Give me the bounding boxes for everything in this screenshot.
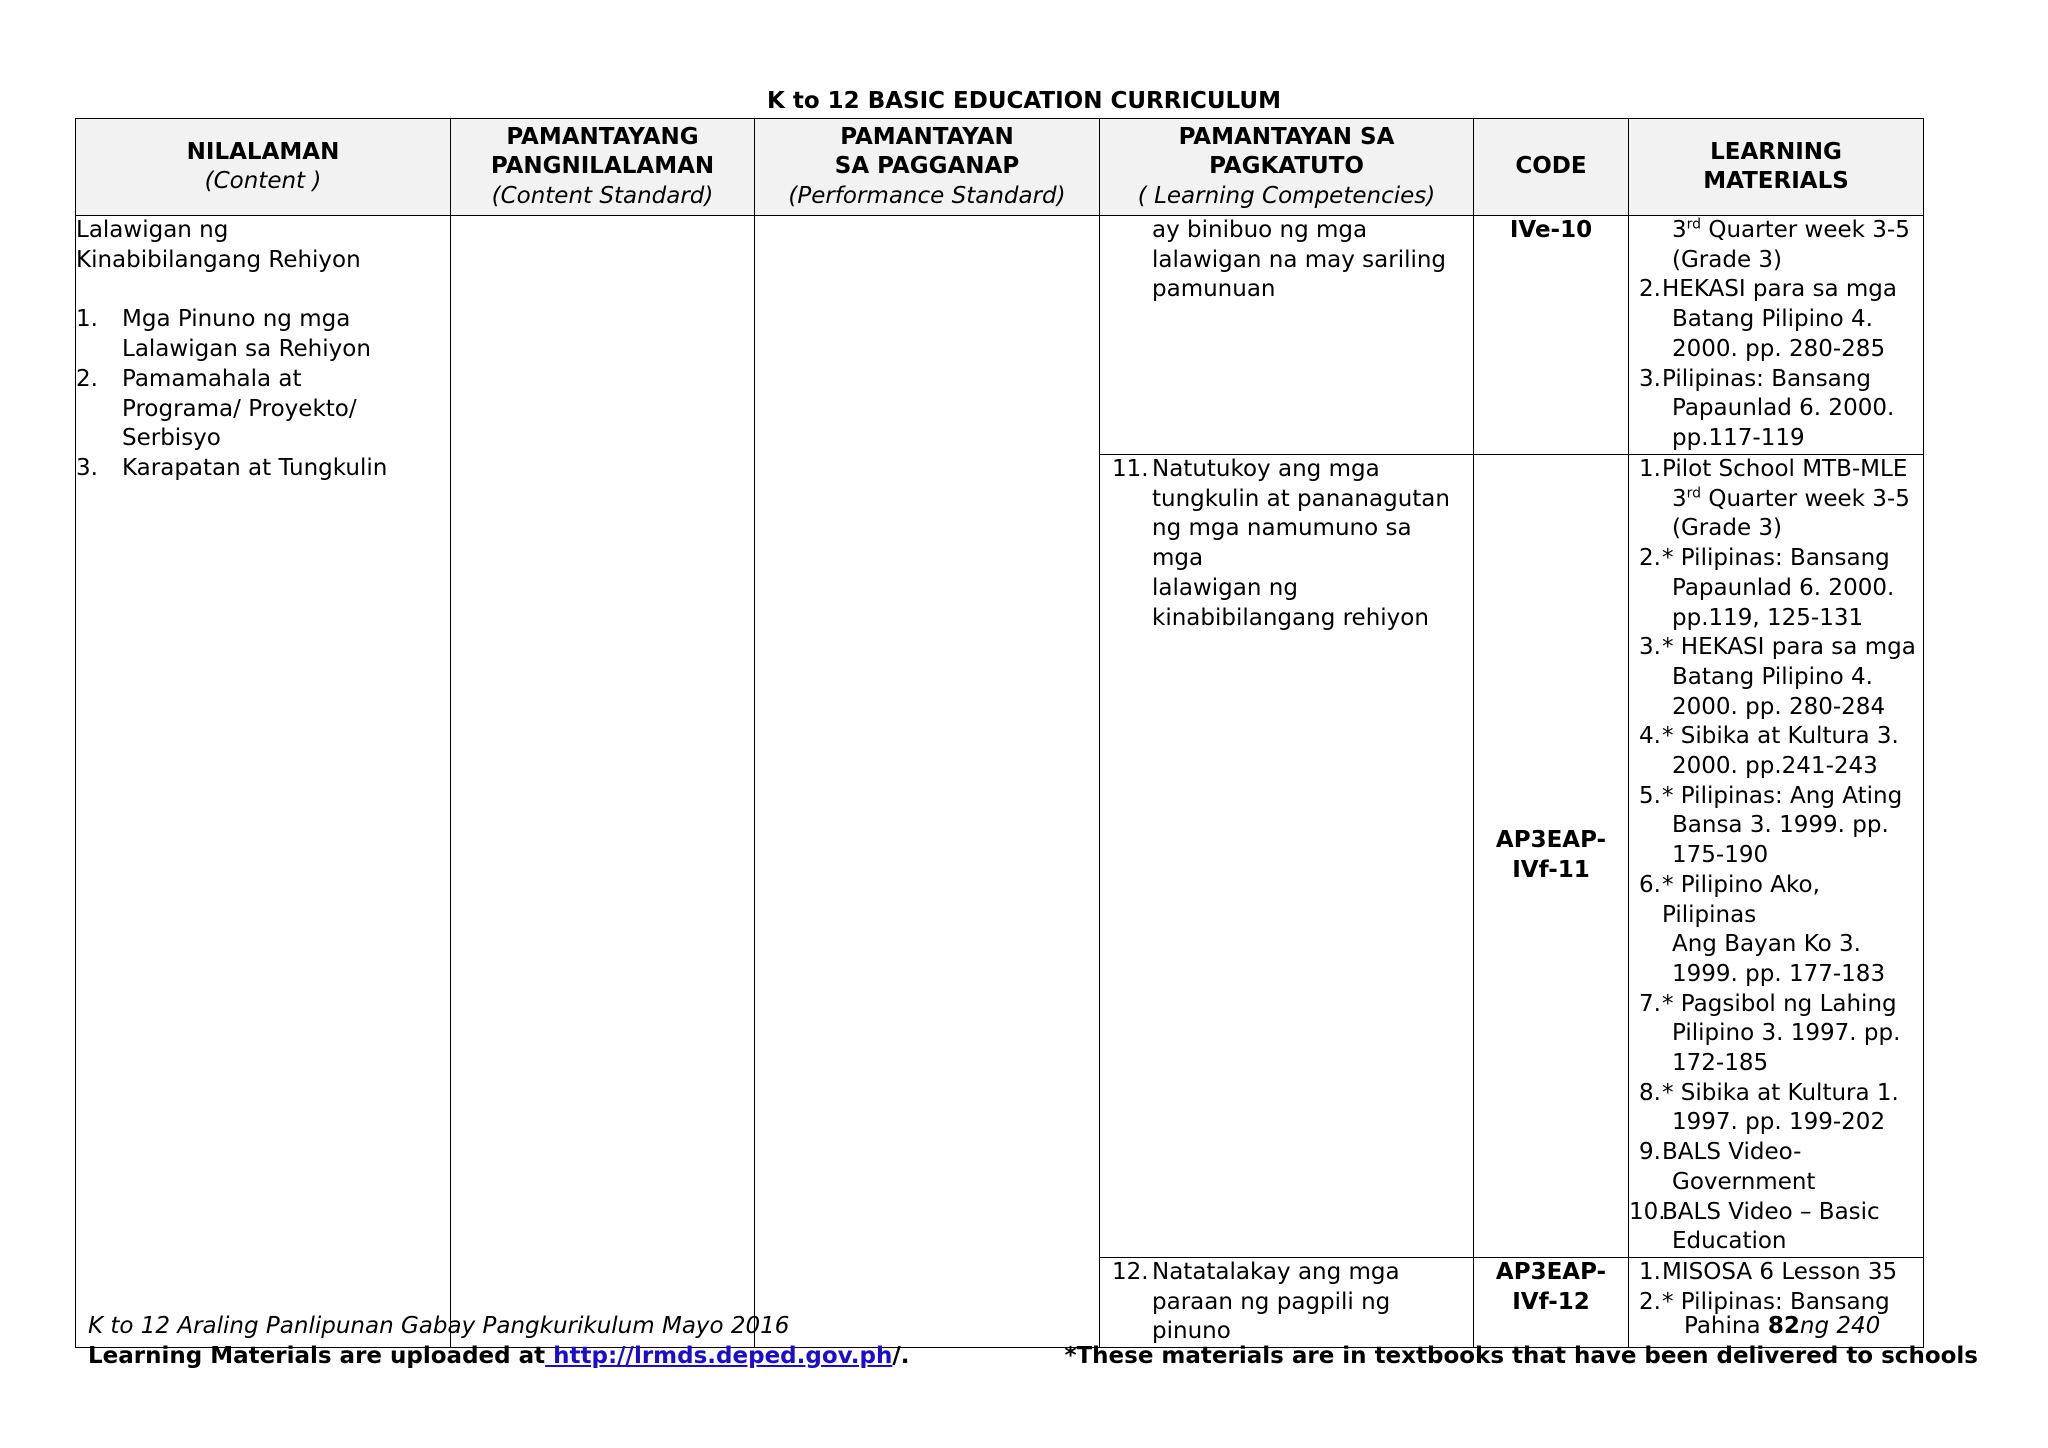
- document-title: K to 12 BASIC EDUCATION CURRICULUM: [767, 88, 1281, 114]
- materials-list: [1629, 275, 1923, 453]
- footer-textbook-note: *These materials are in textbooks that have been delivered to schools: [1064, 1343, 1978, 1369]
- table-row: [76, 216, 1924, 455]
- code-cell: AP3EAP- IVf-11: [1474, 455, 1629, 1258]
- page-number: Pahina 82ng 240: [1684, 1313, 1881, 1339]
- header-learning-competencies: PAMANTAYAN SA PAGKATUTO ( Learning Competencies): [1100, 119, 1474, 216]
- code-cell: AP3EAP- IVf-12: [1474, 1257, 1629, 1347]
- content-cell: Lalawigan ng Kinabibilangang Rehiyon 1. Mga Pinuno ng mga Lalawigan sa Rehiyon 2. Pamamahala at Programa/ Proyekto/ Serbisyo 3. Karapatan at Tungkulin: [76, 216, 451, 1348]
- lrmds-link[interactable]: http://lrmds.deped.gov.ph: [545, 1343, 893, 1369]
- content-standard-cell: [451, 216, 755, 1348]
- list-item: 2. * Pilipinas: Bansang Papaunlad 6. 2000. pp.119, 125-131: [1639, 545, 1895, 631]
- materials-list: [1629, 455, 1923, 1257]
- header-content-standard: PAMANTAYANG PANGNILALAMAN (Content Standard): [451, 119, 755, 216]
- list-item: 1. Pilot School MTB-MLE 3rd Quarter week 3-5 (Grade 3): [1639, 456, 1910, 542]
- materials-list: [1629, 1258, 1923, 1317]
- list-item: 3. * HEKASI para sa mga Batang Pilipino 4. 2000. pp. 280-284: [1639, 634, 1916, 720]
- header-content: NILALAMAN (Content ): [76, 119, 451, 216]
- footer-upload-note: Learning Materials are uploaded at http://lrmds.deped.gov.ph/.: [88, 1343, 910, 1369]
- list-item: 3. Karapatan at Tungkulin: [76, 454, 388, 481]
- performance-standard-cell: [755, 216, 1100, 1348]
- header-code: CODE: [1474, 119, 1629, 216]
- list-item: 5. * Pilipinas: Ang Ating Bansa 3. 1999. pp. 175-190: [1639, 782, 1903, 869]
- header-learning-materials: LEARNING MATERIALS: [1629, 119, 1924, 216]
- list-item: 7. * Pagsibol ng Lahing Pilipino 3. 1997. pp. 172-185: [1639, 990, 1901, 1077]
- list-item: 9. BALS Video- Government: [1639, 1139, 1816, 1195]
- competency-cell: 12. Natatalakay ang mga paraan ng pagpili ng pinuno: [1100, 1257, 1474, 1347]
- list-item: 10. BALS Video – Basic Education: [1629, 1198, 1880, 1255]
- code-cell: IVe-10: [1474, 216, 1629, 455]
- list-item: 4. * Sibika at Kultura 3. 2000. pp.241-243: [1639, 723, 1899, 780]
- list-item: 1. MISOSA 6 Lesson 35: [1639, 1258, 1898, 1285]
- materials-cell: [1629, 455, 1924, 1258]
- list-item: 2. * Pilipinas: Bansang: [1639, 1288, 1890, 1315]
- competency-cell: 11. Natutukoy ang mga tungkulin at pananagutan ng mga namumuno sa mga lalawigan ng kinabibilangang rehiyon: [1100, 455, 1474, 1258]
- list-item: 2. Pamamahala at Programa/ Proyekto/ Serbisyo: [76, 365, 357, 452]
- materials-cell: 3rd Quarter week 3-5 (Grade 3) 2. HEKASI para sa mga Batang Pilipino 4. 2000. pp. 280-285 3. Pilipinas: Bansang Papaunlad 6. 2000. pp.117-119: [1629, 216, 1924, 455]
- list-item: 2. HEKASI para sa mga Batang Pilipino 4. 2000. pp. 280-285: [1639, 276, 1897, 362]
- footer-guide-title: K to 12 Araling Panlipunan Gabay Pangkurikulum Mayo 2016: [88, 1313, 790, 1339]
- list-item: 1. Mga Pinuno ng mga Lalawigan sa Rehiyon: [76, 306, 371, 363]
- competency-cell: ay binibuo ng mga lalawigan na may sariling pamunuan: [1100, 216, 1474, 455]
- content-list: [76, 305, 450, 483]
- list-item: 8. * Sibika at Kultura 1. 1997. pp. 199-202: [1639, 1079, 1899, 1136]
- header-performance-standard: PAMANTAYAN SA PAGGANAP (Performance Standard): [755, 119, 1100, 216]
- list-item: 6. * Pilipino Ako, Pilipinas Ang Bayan Ko 3. 1999. pp. 177-183: [1639, 871, 1886, 987]
- curriculum-table: [75, 118, 1924, 1348]
- list-item: 3. Pilipinas: Bansang Papaunlad 6. 2000. pp.117-119: [1639, 365, 1895, 451]
- table-header-row: [76, 119, 1924, 216]
